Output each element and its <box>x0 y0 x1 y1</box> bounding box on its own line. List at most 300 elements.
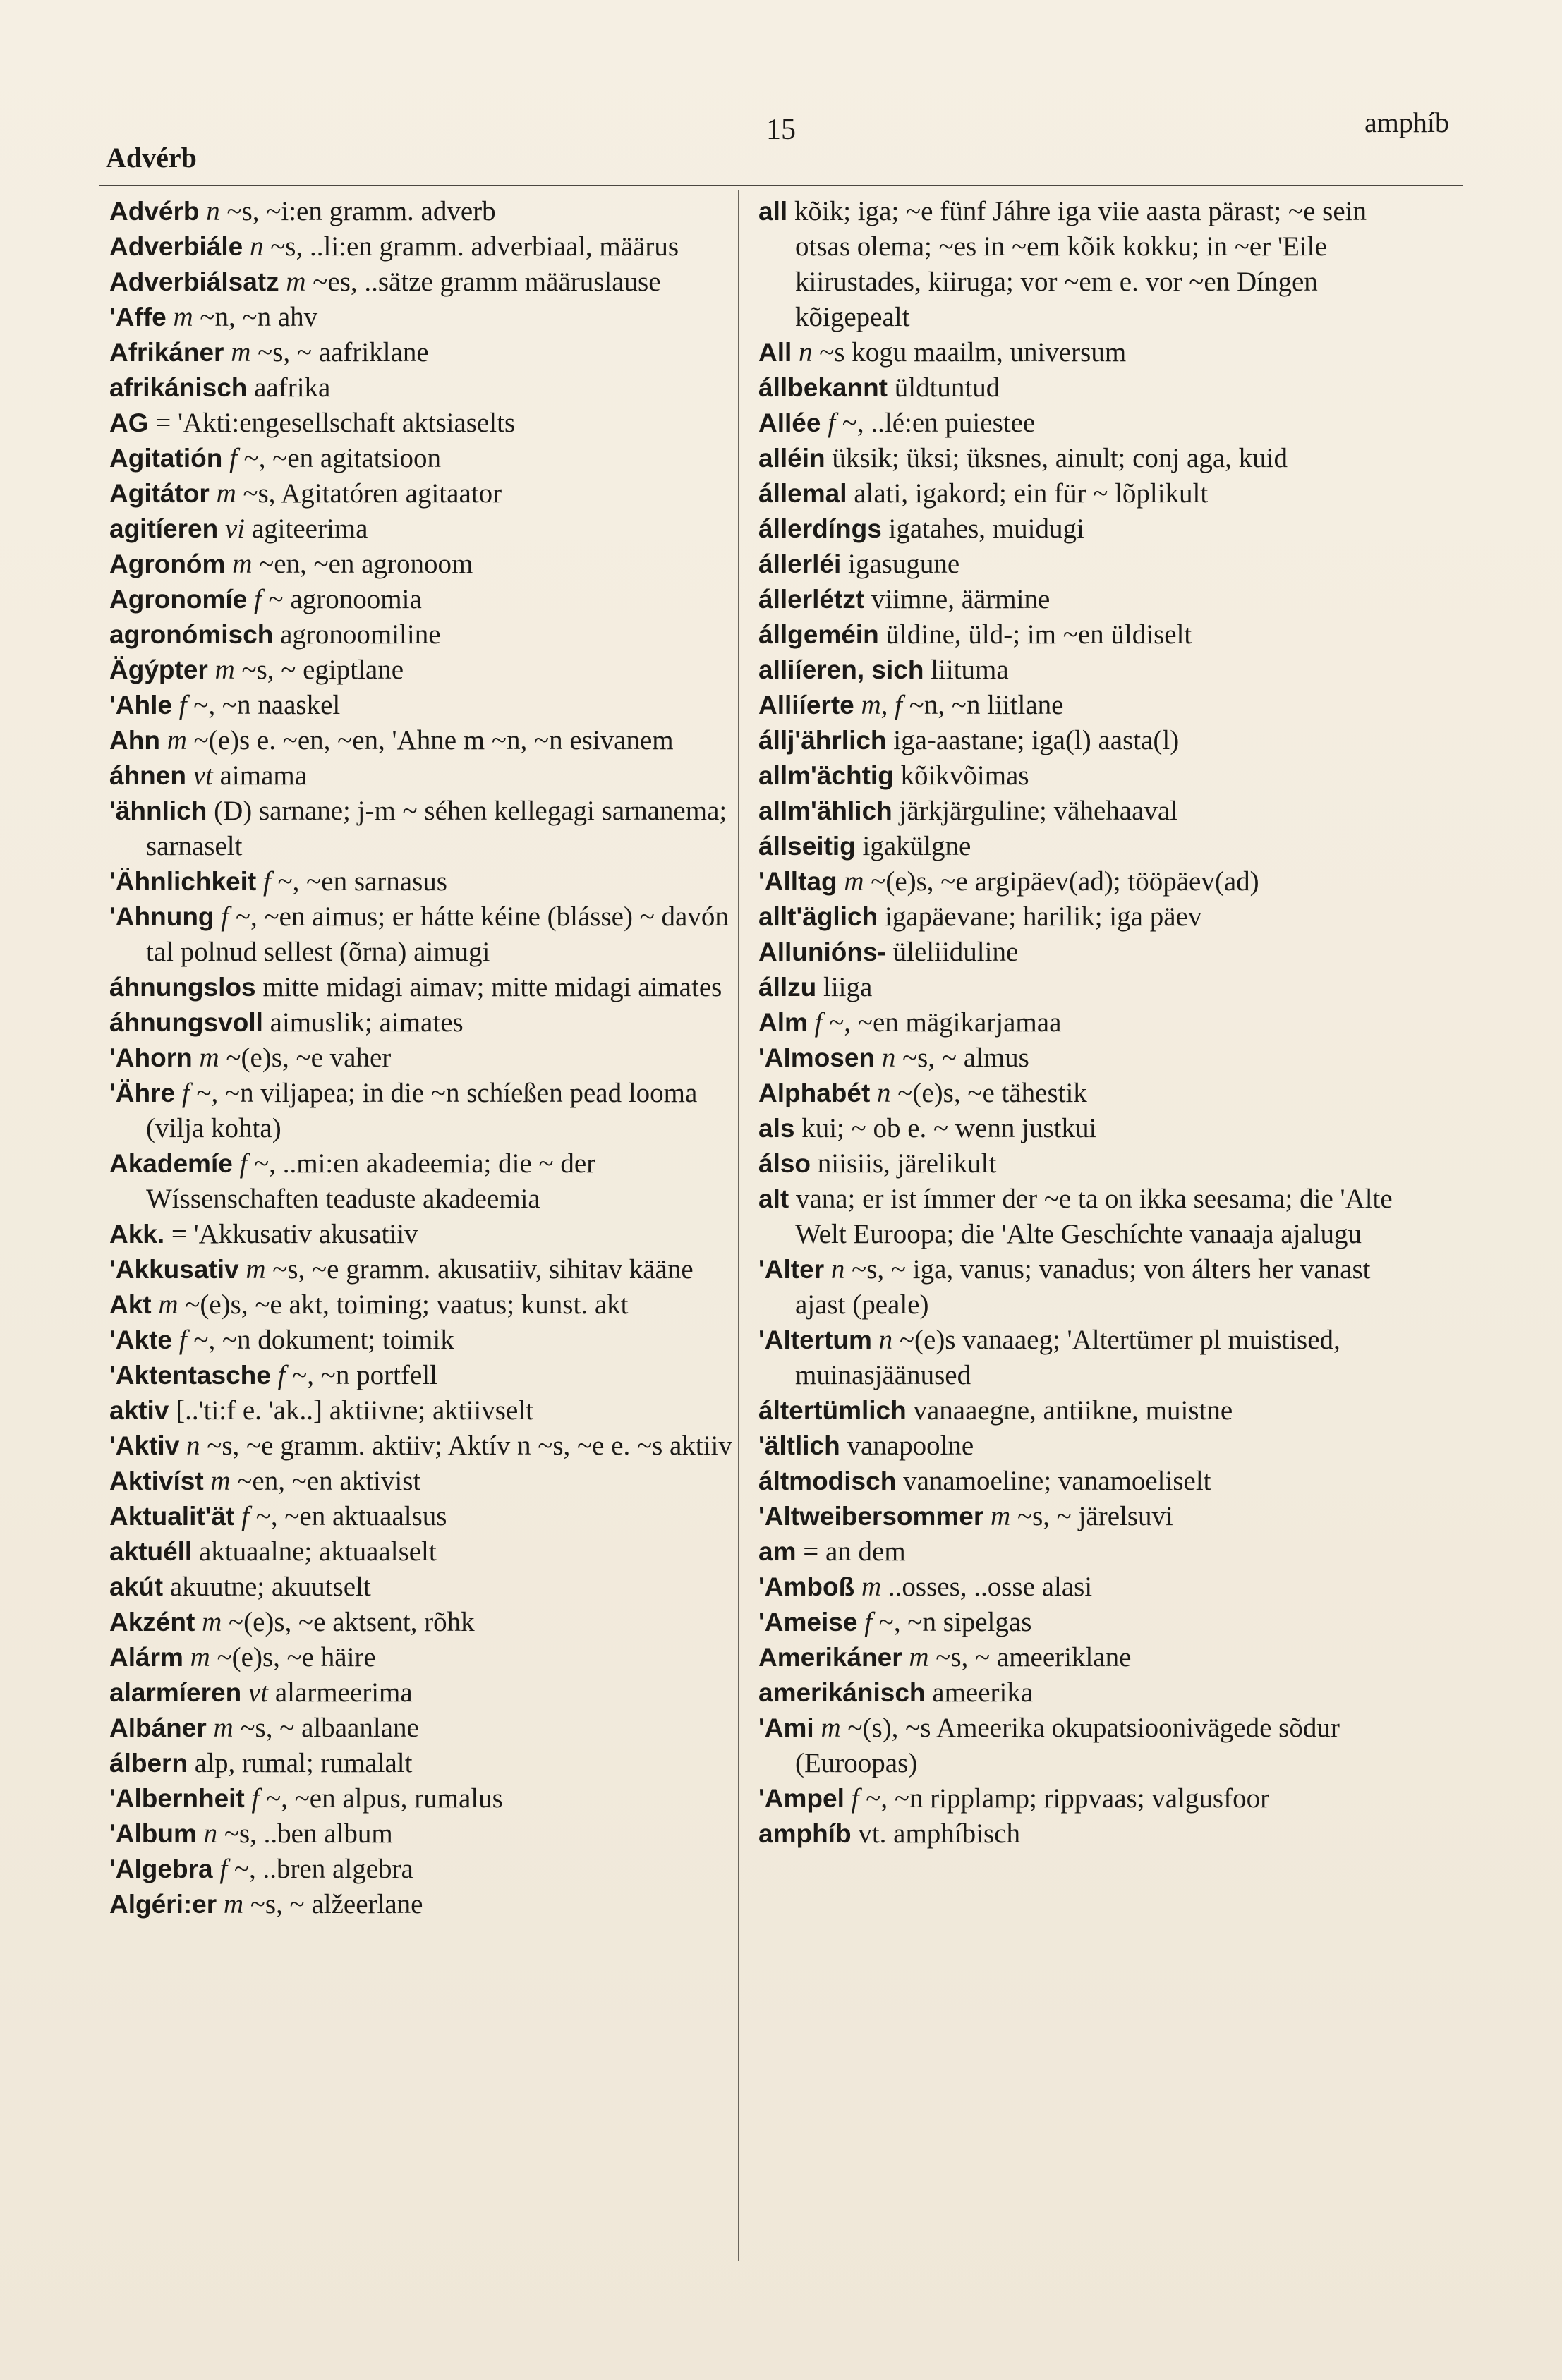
headword: Albáner <box>109 1713 207 1742</box>
grammar-label: n <box>799 337 813 368</box>
grammar-label: vi <box>224 514 246 544</box>
headword: 'Amboß <box>758 1572 855 1601</box>
headword: álso <box>758 1149 811 1178</box>
grammar-label: m <box>861 1572 882 1602</box>
dictionary-entry <box>758 1781 1393 1816</box>
grammar-label: m <box>821 1713 841 1743</box>
grammar-label: f <box>178 1325 187 1355</box>
translation: ~(e)s, ~e aktsent, rõhk <box>228 1607 475 1637</box>
translation: ~s, ~ albaanlane <box>240 1713 419 1743</box>
headword: Adverbiále <box>109 232 243 261</box>
grammar-label: n <box>830 1254 845 1285</box>
translation: ameerika <box>932 1677 1034 1708</box>
translation: viimne, äärmine <box>871 584 1051 614</box>
dictionary-entry <box>109 1076 744 1146</box>
headword: afrikánisch <box>109 373 248 402</box>
headword: aktuéll <box>109 1537 193 1566</box>
column-divider <box>738 190 739 2261</box>
grammar-label: f <box>254 584 262 614</box>
headword: állemal <box>758 479 847 508</box>
headword: alarmíeren <box>109 1678 242 1707</box>
headword: 'Altertum <box>758 1325 872 1354</box>
dictionary-entry <box>109 582 744 617</box>
dictionary-entry <box>758 758 1393 794</box>
translation: [..'ti:f e. 'ak..] aktiivne; aktiivselt <box>176 1395 533 1426</box>
dictionary-entry <box>109 758 744 794</box>
grammar-label: m <box>286 267 306 297</box>
dictionary-entry <box>758 1499 1393 1534</box>
dictionary-entry <box>758 441 1393 476</box>
page-number: 15 <box>766 114 796 146</box>
headword: amerikánisch <box>758 1678 926 1707</box>
translation: akuutne; akuutselt <box>169 1572 371 1602</box>
headword: 'Aktiv <box>109 1431 180 1460</box>
dictionary-entry <box>109 511 744 547</box>
grammar-label: f <box>864 1607 873 1637</box>
dictionary-entry <box>758 864 1393 899</box>
dictionary-entry <box>758 1711 1393 1781</box>
grammar-label: vt <box>193 760 213 791</box>
headword: 'Albernheit <box>109 1784 245 1813</box>
headword: 'Ähnlichkeit <box>109 867 257 896</box>
dictionary-entry <box>109 265 744 300</box>
translation: ..osses, ..osse alasi <box>888 1572 1093 1602</box>
headword: 'Affe <box>109 303 167 332</box>
dictionary-entry <box>109 1146 744 1217</box>
translation: ~, ~en agitatsioon <box>243 443 442 473</box>
headword: 'Ähre <box>109 1079 176 1107</box>
headword: allt'äglich <box>758 902 878 931</box>
headword: Akzént <box>109 1608 195 1637</box>
dictionary-entry <box>109 1605 744 1640</box>
translation: ~, ..bren algebra <box>234 1854 413 1884</box>
grammar-label: m <box>231 337 251 368</box>
dictionary-entry <box>758 1005 1393 1040</box>
translation: järkjärguline; vähehaaval <box>899 796 1178 826</box>
headword: alléin <box>758 444 825 473</box>
dictionary-entry <box>758 1252 1393 1323</box>
translation: alati, igakord; ein für ~ lõplikult <box>854 478 1209 509</box>
grammar-label: m <box>213 1713 234 1743</box>
headword: Akademíe <box>109 1149 233 1178</box>
grammar-label: m <box>223 1889 244 1919</box>
headword: all <box>758 197 788 226</box>
headword: alliíeren, sich <box>758 655 924 684</box>
translation: aktuaalne; aktuaalselt <box>198 1536 437 1567</box>
translation: = 'Akti:engesellschaft aktsiaselts <box>155 408 516 438</box>
translation: ~s, ~ iga, vanus; vanadus; von álters her vanast ajast (peale) <box>795 1254 1371 1320</box>
grammar-label: n <box>206 196 220 226</box>
translation: ~, ~en alpus, rumalus <box>266 1783 503 1814</box>
dictionary-entry <box>109 617 744 652</box>
grammar-label: f <box>851 1783 859 1814</box>
headword: Agronomíe <box>109 585 248 614</box>
headword: agronómisch <box>109 620 274 649</box>
translation: kui; ~ ob e. ~ wenn justkui <box>801 1113 1097 1143</box>
dictionary-entry <box>758 935 1393 970</box>
translation: ~, ~n dokument; toimik <box>193 1325 454 1355</box>
headword: Ägýpter <box>109 655 208 684</box>
dictionary-entry <box>109 970 744 1005</box>
translation: ~s, ..ben album <box>224 1819 393 1849</box>
grammar-label: f <box>251 1783 260 1814</box>
dictionary-entry <box>758 829 1393 864</box>
dictionary-entry <box>758 582 1393 617</box>
translation: aimama <box>219 760 308 791</box>
dictionary-entry <box>758 1182 1393 1252</box>
translation: ~(e)s, ~e tähestik <box>897 1078 1087 1108</box>
grammar-label: n <box>249 231 264 262</box>
translation: ~s, ~ almus <box>902 1043 1029 1073</box>
translation: alp, rumal; rumalalt <box>194 1748 413 1778</box>
headword: állerlétzt <box>758 585 865 614</box>
headword: amphíb <box>758 1819 852 1848</box>
dictionary-entry <box>109 476 744 511</box>
headword: Adverbiálsatz <box>109 267 279 296</box>
translation: aimuslik; aimates <box>270 1007 464 1038</box>
grammar-label: m <box>158 1289 178 1320</box>
translation: üleliiduline <box>892 937 1019 967</box>
left-guide-word: Advérb <box>106 142 197 174</box>
grammar-label: n <box>881 1043 896 1073</box>
headword: Allunións- <box>758 937 886 966</box>
dictionary-entry <box>758 1464 1393 1499</box>
headword: Alliíerte <box>758 691 854 720</box>
dictionary-entry <box>109 899 744 970</box>
grammar-label: m <box>246 1254 266 1285</box>
translation: ~(e)s e. ~en, ~en, 'Ahne m ~n, ~n esivanem <box>193 725 674 755</box>
dictionary-entry <box>758 1146 1393 1182</box>
grammar-label: f <box>814 1007 823 1038</box>
translation: ~s, ~ järelsuvi <box>1017 1501 1173 1531</box>
headword: Agitatión <box>109 444 223 473</box>
dictionary-entry <box>109 370 744 406</box>
translation: = an dem <box>803 1536 906 1567</box>
dictionary-entry <box>758 511 1393 547</box>
translation: mitte midagi aimav; mitte midagi aimates <box>262 972 722 1002</box>
grammar-label: m <box>909 1642 929 1672</box>
translation: ~s, ~e gramm. akusatiiv, sihitav kääne <box>272 1254 694 1285</box>
headword: Alléе <box>758 408 821 437</box>
grammar-label: vt <box>248 1677 269 1708</box>
grammar-label: f <box>239 1148 248 1179</box>
grammar-label: m <box>214 655 235 685</box>
grammar-label: m <box>210 1466 231 1496</box>
translation: ~, ~n viljapea; in die ~n schíeßen pead looma (vilja kohta) <box>146 1078 698 1143</box>
translation: ~(e)s, ~e akt, toiming; vaatus; kunst. akt <box>185 1289 629 1320</box>
headword: 'Alltag <box>758 867 837 896</box>
grammar-label: f <box>219 1854 228 1884</box>
headword: 'Akte <box>109 1325 172 1354</box>
headword: áhnungslos <box>109 973 256 1002</box>
headword: állerléi <box>758 550 842 578</box>
grammar-label: m <box>844 866 864 897</box>
dictionary-entry <box>109 652 744 688</box>
dictionary-entry <box>109 1711 744 1746</box>
translation: kõikvõimas <box>900 760 1029 791</box>
grammar-label: m <box>216 478 236 509</box>
translation: ~, ..lé:en puiestee <box>842 408 1036 438</box>
translation: ~ agronoomia <box>268 584 422 614</box>
grammar-label: f <box>181 1078 190 1108</box>
grammar-label: n <box>203 1819 218 1849</box>
headword: áltmodisch <box>758 1467 897 1495</box>
dictionary-entry <box>109 1005 744 1040</box>
translation: ~es, ..sätze gramm määruslause <box>313 267 661 297</box>
grammar-label: m <box>991 1501 1011 1531</box>
dictionary-entry <box>758 1323 1393 1393</box>
translation: igapäevane; harilik; iga päev <box>884 901 1202 932</box>
dictionary-entry <box>109 1358 744 1393</box>
right-column <box>758 194 1393 1852</box>
translation: vanaaegne, antiikne, muistne <box>913 1395 1233 1426</box>
headword: Amerikáner <box>758 1643 902 1672</box>
grammar-label: m <box>232 549 253 579</box>
translation: ~en, ~en aktivist <box>237 1466 421 1496</box>
grammar-label: f <box>262 866 271 897</box>
dictionary-entry <box>109 1816 744 1852</box>
translation: vana; er ist ímmer der ~e ta on ikka seesama; die 'Alte Welt Euroopa; die 'Alte Geschíchte vanaaja ajalugu <box>795 1184 1393 1249</box>
translation: vt. amphíbisch <box>858 1819 1020 1849</box>
grammar-label: m <box>190 1642 210 1672</box>
headword: agitíeren <box>109 514 219 543</box>
translation: ~(e)s, ~e argipäev(ad); tööpäev(ad) <box>871 866 1259 897</box>
translation: ~s, ~ egiptlane <box>241 655 404 685</box>
dictionary-entry <box>758 1040 1393 1076</box>
headword: 'ähnlich <box>109 796 207 825</box>
dictionary-entry <box>109 547 744 582</box>
dictionary-entry <box>109 723 744 758</box>
right-guide-word: amphíb <box>1364 107 1449 138</box>
dictionary-entry <box>109 1252 744 1287</box>
headword: 'Akkusativ <box>109 1255 239 1284</box>
translation: ~s, ..li:en gramm. adverbiaal, määrus <box>270 231 679 262</box>
dictionary-entry <box>758 794 1393 829</box>
headword: 'Alter <box>758 1255 825 1284</box>
dictionary-entry <box>758 723 1393 758</box>
grammar-label: f <box>277 1360 286 1390</box>
headword: 'Ahle <box>109 691 172 720</box>
dictionary-entry <box>109 1499 744 1534</box>
dictionary-entry <box>109 1217 744 1252</box>
grammar-label: m, f <box>861 690 902 720</box>
dictionary-entry <box>109 1040 744 1076</box>
dictionary-entry <box>109 194 744 229</box>
grammar-label: f <box>828 408 836 438</box>
translation: agronoomiline <box>280 619 441 650</box>
dictionary-entry <box>109 1393 744 1428</box>
dictionary-entry <box>109 406 744 441</box>
dictionary-entry <box>109 1852 744 1887</box>
dictionary-entry <box>109 1428 744 1464</box>
headword: 'Ahorn <box>109 1043 193 1072</box>
headword: 'Album <box>109 1819 197 1848</box>
headword: allm'ählich <box>758 796 892 825</box>
grammar-label: m <box>167 725 187 755</box>
headword: allm'ächtig <box>758 761 894 790</box>
dictionary-entry <box>758 1393 1393 1428</box>
headword: áltertümlich <box>758 1396 907 1425</box>
dictionary-entry <box>109 229 744 265</box>
translation: (D) sarnane; j-m ~ séhen kellegagi sarnanema; sarnaselt <box>146 796 727 861</box>
headword: alt <box>758 1184 789 1213</box>
translation: ~s kogu maailm, universum <box>819 337 1127 368</box>
headword: Akk. <box>109 1220 165 1249</box>
dictionary-entry <box>109 335 744 370</box>
dictionary-entry <box>758 1605 1393 1640</box>
translation: üldtuntud <box>894 372 1000 403</box>
headword: 'Ameise <box>758 1608 858 1637</box>
grammar-label: f <box>241 1501 249 1531</box>
translation: üksik; üksi; üksnes, ainult; conj aga, kuid <box>832 443 1288 473</box>
translation: ~, ~en aimus; er hátte kéine (blásse) ~ davón tal polnud sellest (õrna) aimugi <box>146 901 729 967</box>
dictionary-entry <box>109 1464 744 1499</box>
left-column <box>109 194 744 1922</box>
headword: Akt <box>109 1290 152 1319</box>
dictionary-entry <box>758 476 1393 511</box>
dictionary-entry <box>109 441 744 476</box>
grammar-label: m <box>173 302 193 332</box>
translation: ~, ..mi:en akadeemia; die ~ der Wíssenschaften teaduste akadeemia <box>146 1148 596 1214</box>
dictionary-entry <box>109 1887 744 1922</box>
translation: ~s, Agitatóren agitaator <box>243 478 502 509</box>
headword: aktiv <box>109 1396 169 1425</box>
headword: 'Ami <box>758 1713 814 1742</box>
translation: ~(e)s vanaaeg; 'Altertümer pl muistised, muinasjäänused <box>795 1325 1340 1390</box>
translation: ~, ~en aktuaalsus <box>255 1501 447 1531</box>
headword: 'Aktentasche <box>109 1361 271 1390</box>
grammar-label: m <box>199 1043 219 1073</box>
dictionary-entry <box>758 970 1393 1005</box>
headword: Algéri:er <box>109 1890 217 1919</box>
headword: állzu <box>758 973 817 1002</box>
translation: üldine, üld-; im ~en üldiselt <box>885 619 1192 650</box>
headword: Aktualit'ät <box>109 1502 235 1531</box>
dictionary-entry <box>109 1781 744 1816</box>
translation: igatahes, muidugi <box>888 514 1084 544</box>
headword: állerdíngs <box>758 514 882 543</box>
dictionary-entry <box>109 300 744 335</box>
translation: agiteerima <box>251 514 368 544</box>
dictionary-entry <box>758 370 1393 406</box>
dictionary-entry <box>758 617 1393 652</box>
headword: 'ältlich <box>758 1431 840 1460</box>
headword: áhnen <box>109 761 186 790</box>
translation: iga-aastane; iga(l) aasta(l) <box>893 725 1180 755</box>
translation: ~(s), ~s Ameerika okupatsioonivägede sõdur (Euroopas) <box>795 1713 1340 1778</box>
headword: am <box>758 1537 797 1566</box>
headword: 'Algebra <box>109 1854 213 1883</box>
dictionary-entry <box>758 1675 1393 1711</box>
dictionary-entry <box>758 547 1393 582</box>
translation: ~n, ~n liitlane <box>909 690 1064 720</box>
headword: Alm <box>758 1008 808 1037</box>
headword: állbekannt <box>758 373 888 402</box>
translation: ~, ~n ripplamp; rippvaas; valgusfoor <box>866 1783 1270 1814</box>
dictionary-entry <box>109 1746 744 1781</box>
dictionary-entry <box>758 688 1393 723</box>
grammar-label: n <box>186 1431 200 1461</box>
translation: ~s, ~ ameeriklane <box>936 1642 1132 1672</box>
dictionary-entry <box>109 1323 744 1358</box>
headword: állseitig <box>758 832 856 861</box>
translation: ~, ~n sipelgas <box>878 1607 1032 1637</box>
dictionary-entry <box>109 1287 744 1323</box>
headword: Alárm <box>109 1643 183 1672</box>
headword: als <box>758 1114 795 1143</box>
dictionary-entry <box>758 406 1393 441</box>
grammar-label: n <box>878 1325 893 1355</box>
translation: igakülgne <box>862 831 971 861</box>
headword: állgeméin <box>758 620 879 649</box>
translation: ~, ~n portfell <box>292 1360 437 1390</box>
dictionary-entry <box>758 1076 1393 1111</box>
dictionary-entry <box>758 1111 1393 1146</box>
headword: Ahn <box>109 726 160 755</box>
translation: = 'Akkusativ akusatiiv <box>171 1219 418 1249</box>
headword: Agronóm <box>109 550 226 578</box>
headword: Advérb <box>109 197 200 226</box>
translation: ~, ~en sarnasus <box>277 866 447 897</box>
dictionary-entry <box>758 1570 1393 1605</box>
headword: 'Altweibersommer <box>758 1502 984 1531</box>
translation: niisiis, järelikult <box>817 1148 997 1179</box>
translation: ~, ~en mägikarjamaa <box>829 1007 1062 1038</box>
grammar-label: n <box>877 1078 891 1108</box>
grammar-label: m <box>202 1607 222 1637</box>
translation: ~n, ~n ahv <box>200 302 318 332</box>
dictionary-entry <box>109 794 744 864</box>
translation: aafrika <box>254 372 331 403</box>
translation: igasugune <box>848 549 960 579</box>
translation: vanamoeline; vanamoeliselt <box>903 1466 1211 1496</box>
headword: állj'ährlich <box>758 726 887 755</box>
translation: ~(e)s, ~e häire <box>217 1642 376 1672</box>
dictionary-entry <box>758 194 1393 335</box>
dictionary-entry <box>109 1675 744 1711</box>
headword: 'Ampel <box>758 1784 844 1813</box>
page-header <box>99 106 1463 174</box>
translation: liiga <box>823 972 873 1002</box>
dictionary-entry <box>758 1534 1393 1570</box>
translation: ~(e)s, ~e vaher <box>226 1043 392 1073</box>
translation: ~s, ~ aafriklane <box>258 337 429 368</box>
dictionary-entry <box>758 335 1393 370</box>
headword: áhnungsvoll <box>109 1008 263 1037</box>
header-rule <box>99 185 1463 186</box>
dictionary-entry <box>758 899 1393 935</box>
translation: ~, ~n naaskel <box>193 690 341 720</box>
dictionary-entry <box>109 1534 744 1570</box>
dictionary-entry <box>758 1428 1393 1464</box>
translation: vanapoolne <box>847 1431 974 1461</box>
translation: kõik; iga; ~e fünf Jáhre iga viie aasta pärast; ~e sein otsas olema; ~es in ~em kõik kokku; in ~er 'Eile kiirustades, kiiruga; vor ~em e. vor ~en Díngen kõigepealt <box>794 196 1367 332</box>
dictionary-entry <box>758 652 1393 688</box>
headword: 'Ahnung <box>109 902 214 931</box>
translation: ~s, ~e gramm. aktiiv; Aktív n ~s, ~e e. ~s aktiiv <box>207 1431 732 1461</box>
grammar-label: f <box>229 443 237 473</box>
translation: liituma <box>931 655 1009 685</box>
headword: álbern <box>109 1749 188 1778</box>
headword: AG <box>109 408 149 437</box>
dictionary-entry <box>109 864 744 899</box>
headword: Alphabét <box>758 1079 871 1107</box>
headword: 'Almosen <box>758 1043 876 1072</box>
headword: Agitátor <box>109 479 210 508</box>
dictionary-entry <box>109 1640 744 1675</box>
grammar-label: f <box>178 690 187 720</box>
dictionary-entry <box>109 1570 744 1605</box>
